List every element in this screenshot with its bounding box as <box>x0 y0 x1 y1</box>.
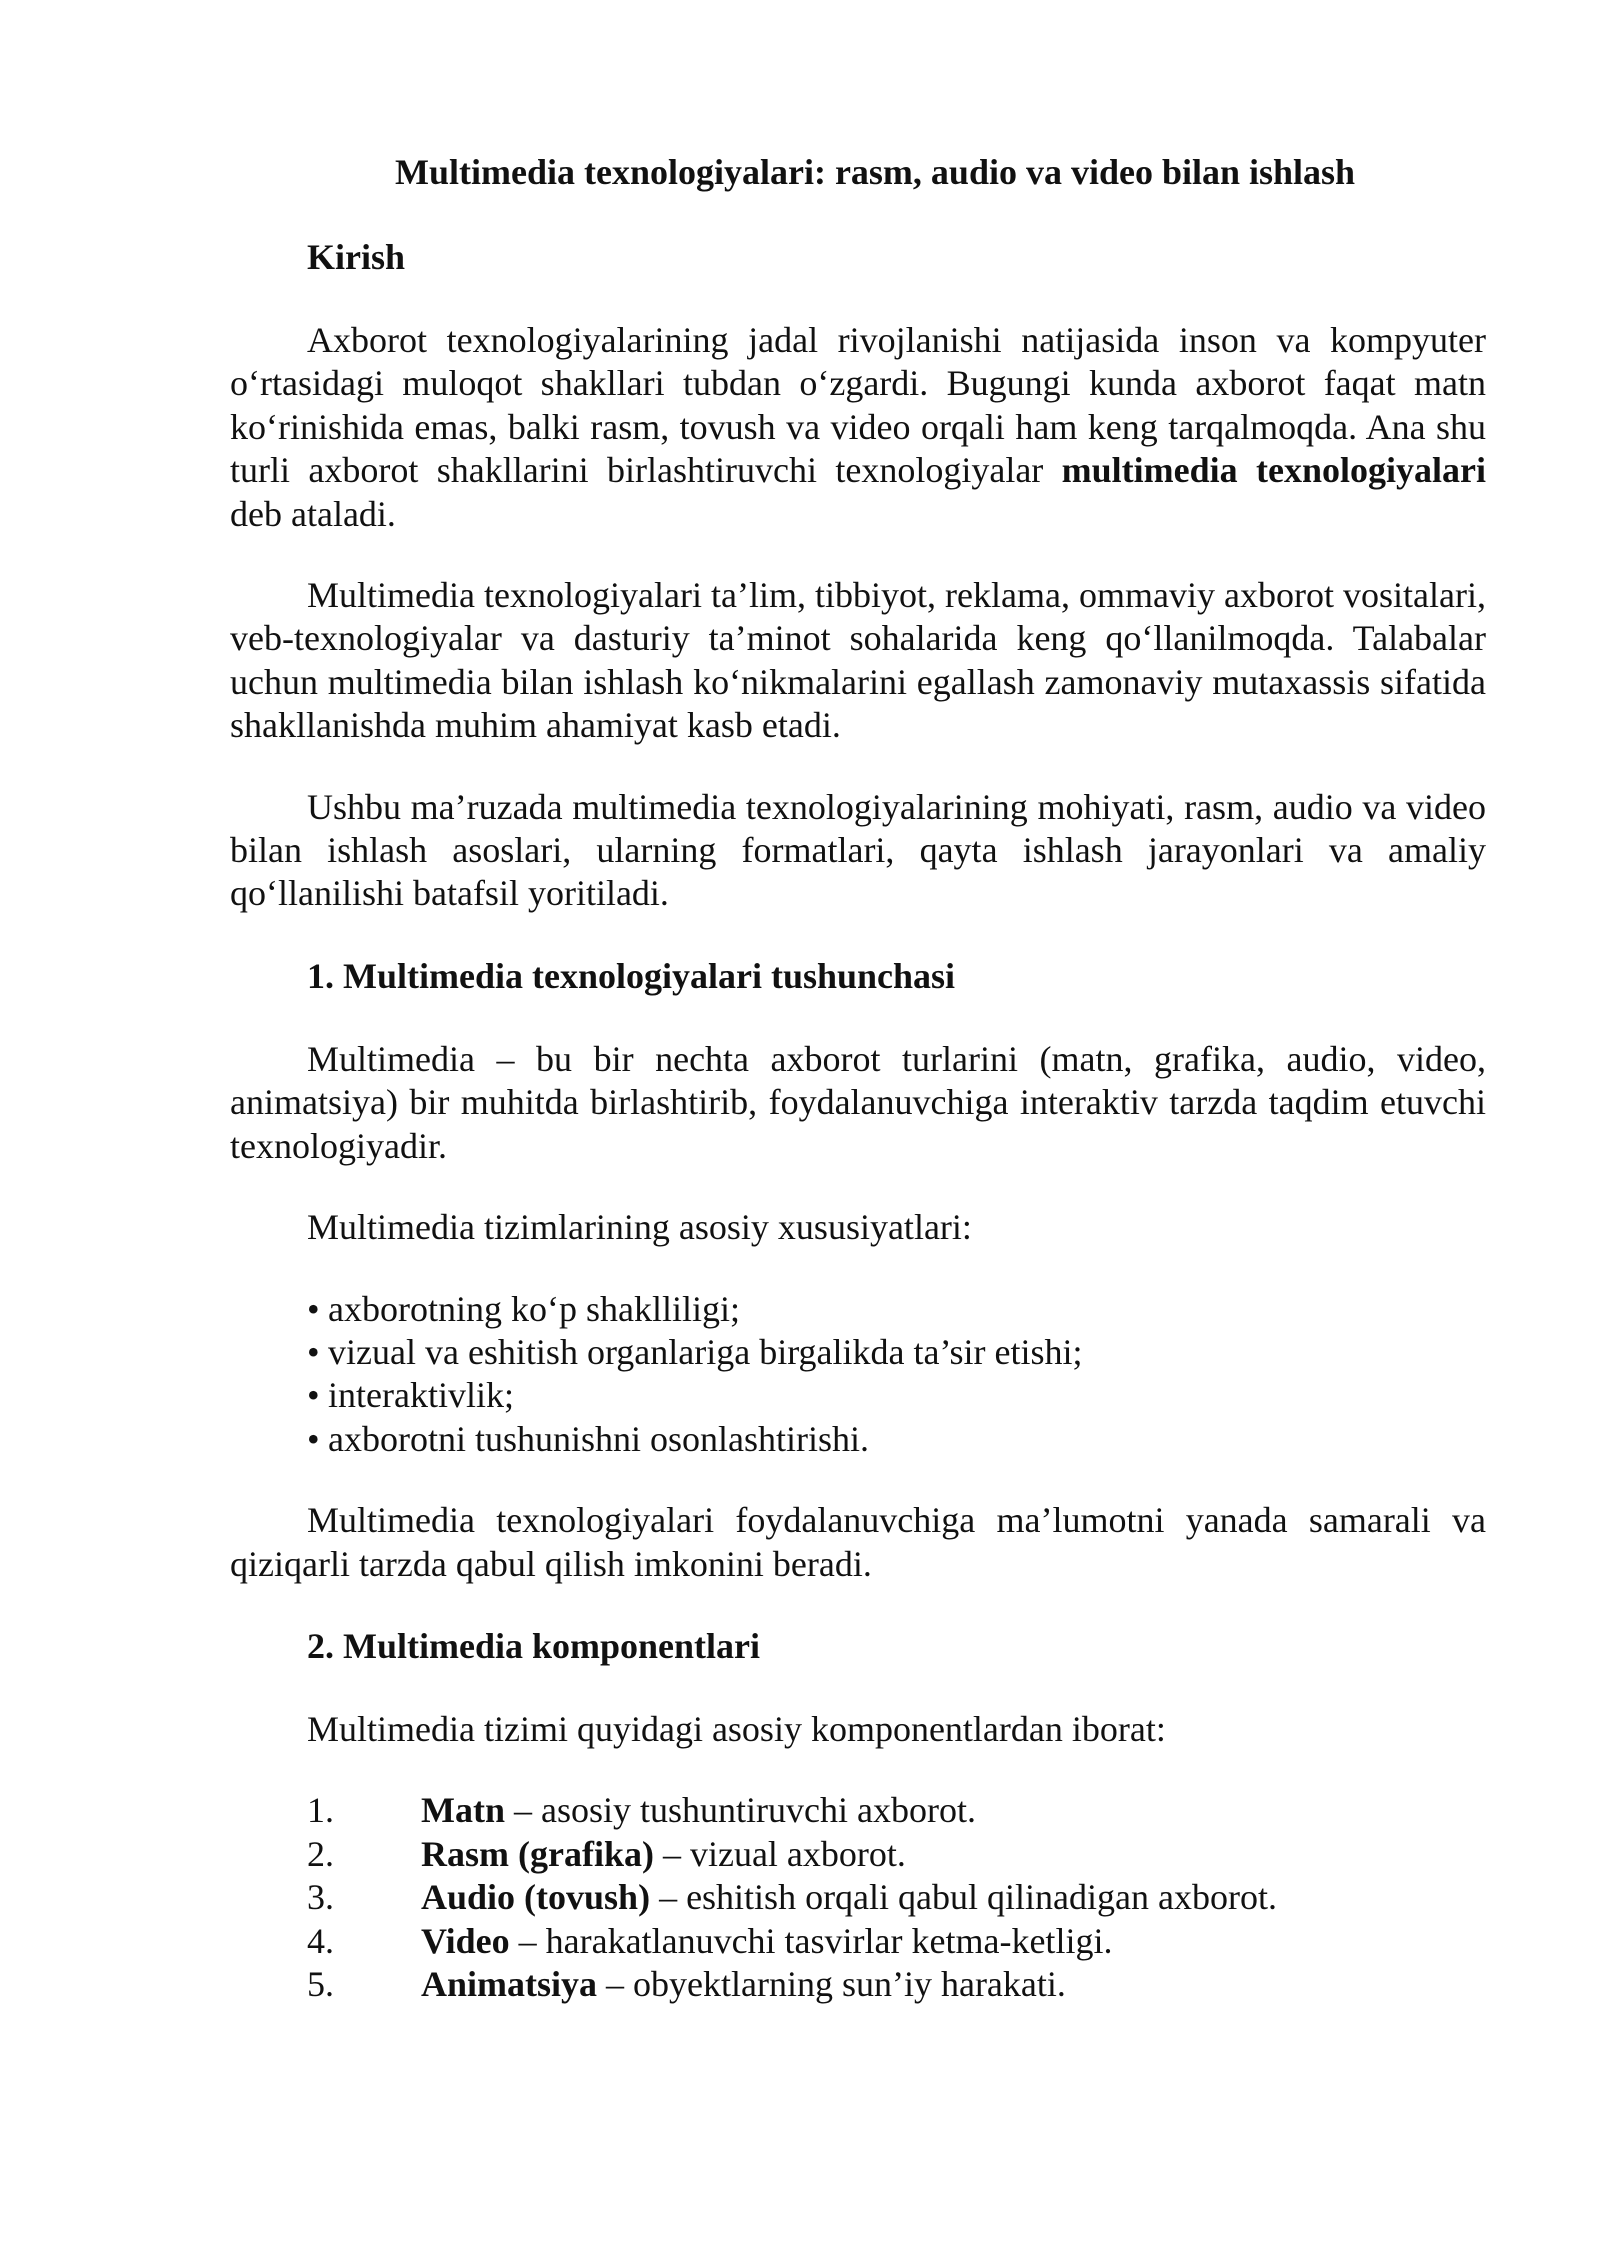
bullet-icon: • <box>307 1418 320 1459</box>
bullet-item <box>307 1288 1486 1331</box>
document-title: Multimedia texnologiyalari: rasm, audio va video bilan ishlash <box>395 152 1356 192</box>
item-term: Video <box>421 1920 510 1961</box>
numbered-item <box>307 1876 1486 1919</box>
bullet-text: axborotni tushunishni osonlashtirishi. <box>328 1418 870 1459</box>
intro-paragraph-3: Ushbu ma’ruzada multimedia texnologiyalarining mohiyati, rasm, audio va video bilan ishlash asoslari, ularning formatlari, qayta ishlash jarayonlari va amaliy qo‘llanilishi batafsil yoritiladi. <box>230 786 1486 914</box>
numbered-item <box>307 1963 1486 2006</box>
item-number: 4. <box>307 1920 334 1961</box>
bullet-text: axborotning ko‘p shaklliligi; <box>328 1288 740 1329</box>
item-term: Rasm (grafika) <box>421 1833 654 1874</box>
item-number: 1. <box>307 1790 334 1831</box>
features-bullet-list <box>230 1288 1486 1462</box>
intro-p1-text-end: deb ataladi. <box>230 493 396 534</box>
bullet-icon: • <box>307 1331 320 1372</box>
item-number: 3. <box>307 1877 334 1918</box>
intro-p1-text: Axborot texnologiyalarining jadal rivojlanishi natijasida inson va kompyuter o‘rtasidagi muloqot shakllari tubdan o‘zgardi. Bugungi kunda axborot faqat matn ko‘rinishida emas, balki rasm, tovush va video orqali ham keng tarqalmoqda. Ana shu turli axborot shakllarini birlashtiruvchi texnologiyalar <box>230 320 1486 491</box>
bullet-icon: • <box>307 1375 320 1416</box>
item-number: 2. <box>307 1833 334 1874</box>
bullet-item <box>307 1418 1486 1461</box>
intro-heading: Kirish <box>307 237 406 277</box>
item-description: – vizual axborot. <box>653 1833 906 1874</box>
intro-p1-bold-term: multimedia texnologiyalari <box>1061 450 1487 491</box>
bullet-item <box>307 1374 1486 1417</box>
item-description: – asosiy tushuntiruvchi axborot. <box>505 1790 976 1831</box>
section-1-heading: 1. Multimedia texnologiyalari tushunchasi <box>307 955 956 996</box>
section-1-paragraph-3: Multimedia texnologiyalari foydalanuvchiga ma’lumotni yanada samarali va qiziqarli tarzda qabul qilish imkonini beradi. <box>230 1500 1486 1584</box>
item-number: 5. <box>307 1963 334 2004</box>
bullet-icon: • <box>307 1288 320 1329</box>
item-description: – obyektlarning sun’iy harakati. <box>597 1963 1066 2004</box>
intro-paragraph-1 <box>230 319 1486 536</box>
item-description: – harakatlanuvchi tasvirlar ketma-ketligi. <box>509 1920 1113 1961</box>
numbered-item <box>307 1833 1486 1876</box>
section-2-heading: 2. Multimedia komponentlari <box>307 1625 761 1666</box>
item-term: Matn <box>421 1790 505 1831</box>
document-page <box>230 150 1486 2006</box>
numbered-item <box>307 1789 1486 1832</box>
intro-paragraph-2: Multimedia texnologiyalari ta’lim, tibbiyot, reklama, ommaviy axborot vositalari, veb-texnologiyalar va dasturiy ta’minot sohalarida keng qo‘llanilmoqda. Talabalar uchun multimedia bilan ishlash ko‘nikmalarini egallash zamonaviy mutaxassis sifatida shakllanishda muhim ahamiyat kasb etadi. <box>230 575 1486 746</box>
item-term: Audio (tovush) <box>421 1877 651 1918</box>
section-2-paragraph-1: Multimedia tizimi quyidagi asosiy komponentlardan iborat: <box>307 1708 1166 1749</box>
components-numbered-list <box>230 1789 1486 2006</box>
bullet-item <box>307 1331 1486 1374</box>
item-term: Animatsiya <box>421 1963 598 2004</box>
numbered-item <box>307 1920 1486 1963</box>
bullet-text: vizual va eshitish organlariga birgalikda ta’sir etishi; <box>328 1331 1083 1372</box>
section-1-paragraph-1: Multimedia – bu bir nechta axborot turlarini (matn, grafika, audio, video, animatsiya) bir muhitda birlashtirib, foydalanuvchiga interaktiv tarzda taqdim etuvchi texnologiyadir. <box>230 1038 1486 1166</box>
section-1-paragraph-2: Multimedia tizimlarining asosiy xususiyatlari: <box>307 1207 972 1248</box>
bullet-text: interaktivlik; <box>328 1375 514 1416</box>
item-description: – eshitish orqali qabul qilinadigan axborot. <box>650 1877 1277 1918</box>
